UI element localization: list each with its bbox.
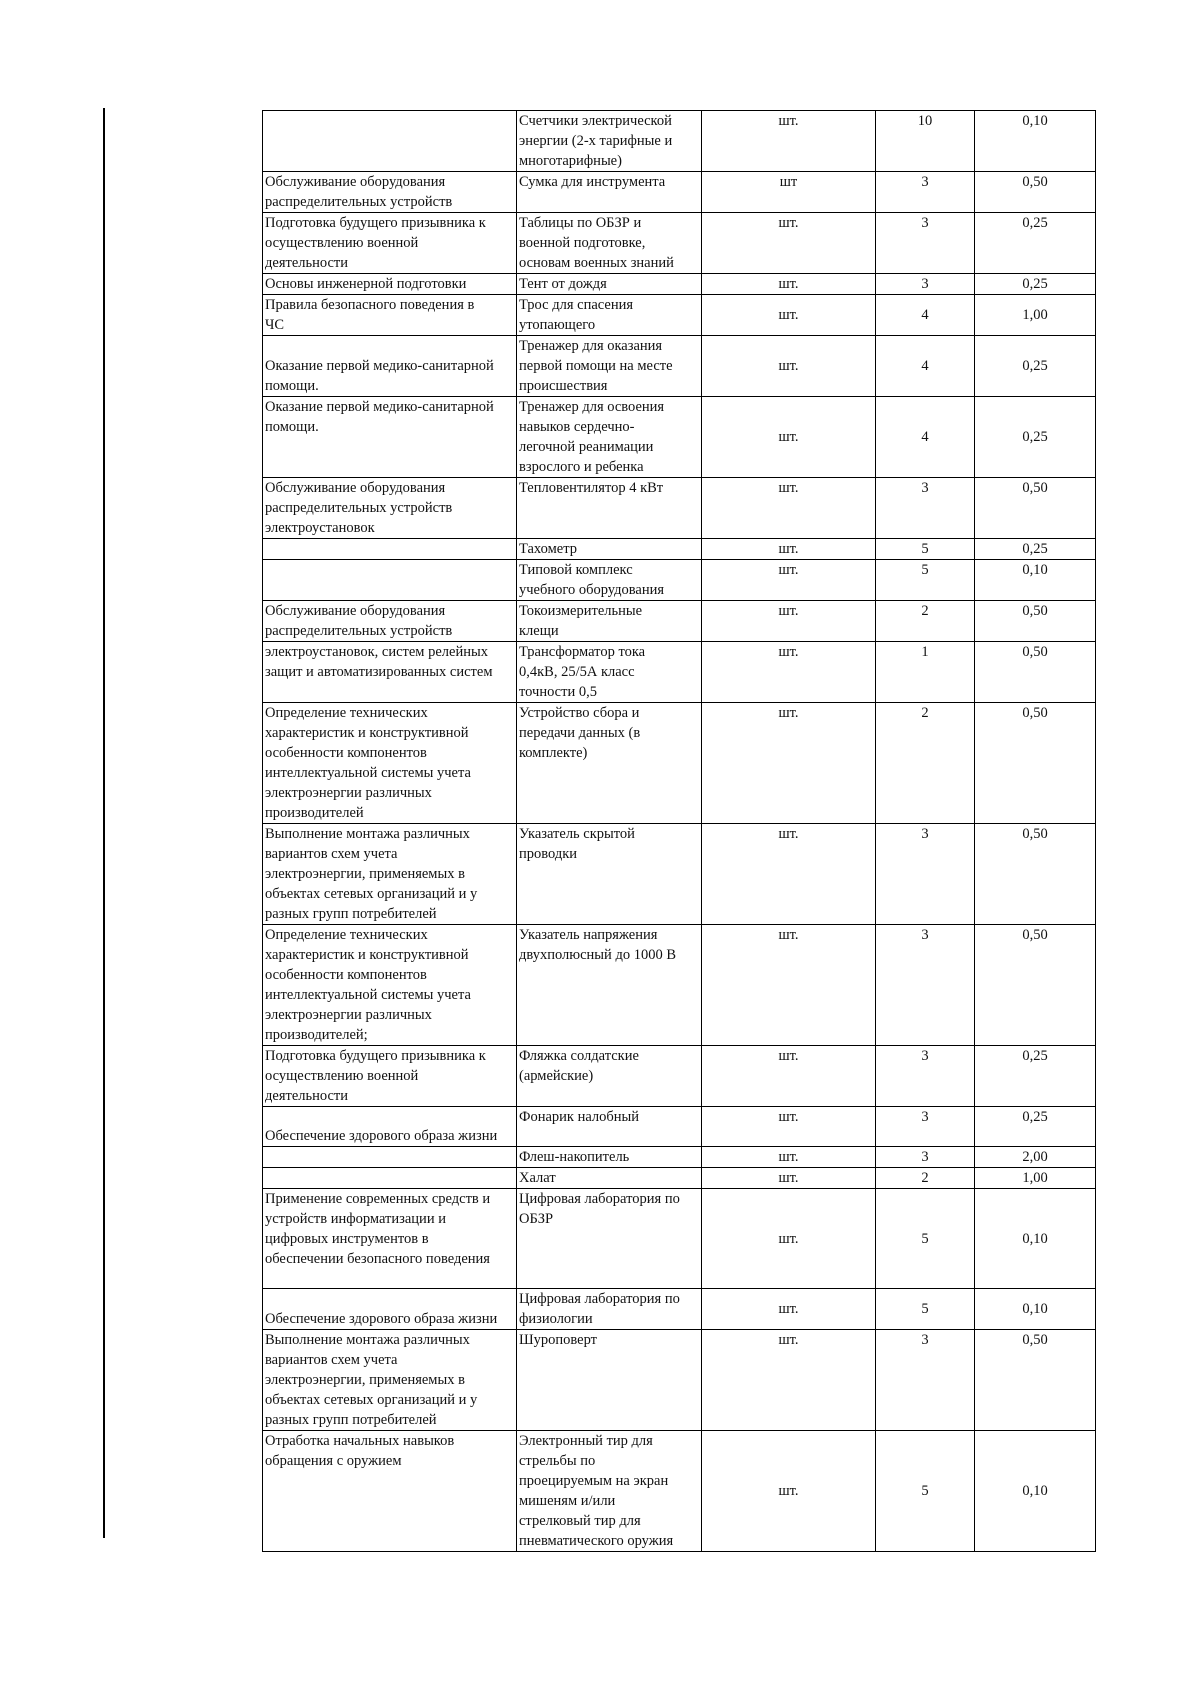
coef-cell: 0,10 (975, 1431, 1096, 1552)
qty-cell: 4 (876, 397, 975, 478)
unit-cell: шт. (702, 295, 876, 336)
item-cell: Тент от дождя (517, 274, 702, 295)
coef-cell: 0,25 (975, 539, 1096, 560)
qty-cell: 1 (876, 642, 975, 703)
qty-cell: 5 (876, 1431, 975, 1552)
unit-cell: шт. (702, 1289, 876, 1330)
area-cell (263, 111, 517, 172)
item-cell: Тренажер для оказания первой помощи на месте происшествия (517, 336, 702, 397)
table-row (263, 560, 1096, 601)
area-cell: Оказание первой медико-санитарной помощи. (263, 397, 517, 478)
area-cell: электроустановок, систем релейных защит и автоматизированных систем (263, 642, 517, 703)
table-row (263, 1147, 1096, 1168)
coef-cell: 0,10 (975, 111, 1096, 172)
item-cell: Указатель напряжения двухполюсный до 1000 В (517, 925, 702, 1046)
area-cell: Применение современных средств и устройств информатизации и цифровых инструментов в обеспечении безопасного поведения (263, 1189, 517, 1289)
area-cell (263, 1147, 517, 1168)
item-cell: Фляжка солдатские (армейские) (517, 1046, 702, 1107)
qty-cell: 4 (876, 336, 975, 397)
table-row (263, 1046, 1096, 1107)
area-cell: Обеспечение здорового образа жизни (263, 1289, 517, 1330)
area-cell: Обслуживание оборудования распределительных устройств электроустановок (263, 478, 517, 539)
table-row (263, 295, 1096, 336)
coef-cell: 0,50 (975, 703, 1096, 824)
table-row (263, 1289, 1096, 1330)
qty-cell: 5 (876, 1289, 975, 1330)
qty-cell: 2 (876, 1168, 975, 1189)
item-cell: Устройство сбора и передачи данных (в комплекте) (517, 703, 702, 824)
qty-cell: 5 (876, 1189, 975, 1289)
qty-cell: 3 (876, 478, 975, 539)
unit-cell: шт. (702, 274, 876, 295)
area-cell: Отработка начальных навыков обращения с оружием (263, 1431, 517, 1552)
left-margin-line (103, 108, 105, 1538)
table-row (263, 274, 1096, 295)
item-cell: Токоизмерительные клещи (517, 601, 702, 642)
item-cell: Указатель скрытой проводки (517, 824, 702, 925)
item-cell: Таблицы по ОБЗР и военной подготовке, основам военных знаний (517, 213, 702, 274)
unit-cell: шт. (702, 478, 876, 539)
item-cell: Электронный тир для стрельбы по проецируемым на экран мишеням и/или стрелковый тир для пневматического оружия (517, 1431, 702, 1552)
unit-cell: шт. (702, 560, 876, 601)
item-cell: Сумка для инструмента (517, 172, 702, 213)
table-row (263, 478, 1096, 539)
qty-cell: 3 (876, 274, 975, 295)
coef-cell: 0,25 (975, 274, 1096, 295)
table-row (263, 703, 1096, 824)
table-row (263, 1189, 1096, 1289)
coef-cell: 0,10 (975, 1189, 1096, 1289)
coef-cell: 0,25 (975, 213, 1096, 274)
qty-cell: 3 (876, 1330, 975, 1431)
qty-cell: 3 (876, 1147, 975, 1168)
qty-cell: 5 (876, 560, 975, 601)
unit-cell: шт. (702, 1431, 876, 1552)
coef-cell: 0,50 (975, 642, 1096, 703)
area-cell (263, 560, 517, 601)
unit-cell: шт. (702, 539, 876, 560)
coef-cell: 0,50 (975, 925, 1096, 1046)
qty-cell: 10 (876, 111, 975, 172)
unit-cell: шт. (702, 1168, 876, 1189)
unit-cell: шт. (702, 703, 876, 824)
item-cell: Счетчики электрической энергии (2-х тарифные и многотарифные) (517, 111, 702, 172)
table-row (263, 1107, 1096, 1147)
unit-cell: шт. (702, 925, 876, 1046)
area-cell: Основы инженерной подготовки (263, 274, 517, 295)
area-cell: Подготовка будущего призывника к осуществлению военной деятельности (263, 213, 517, 274)
table-row (263, 397, 1096, 478)
coef-cell: 0,50 (975, 824, 1096, 925)
coef-cell: 1,00 (975, 295, 1096, 336)
coef-cell: 0,25 (975, 1046, 1096, 1107)
coef-cell: 0,50 (975, 478, 1096, 539)
item-cell: Тахометр (517, 539, 702, 560)
unit-cell: шт. (702, 111, 876, 172)
qty-cell: 3 (876, 824, 975, 925)
area-cell: Обслуживание оборудования распределительных устройств (263, 172, 517, 213)
area-cell: Выполнение монтажа различных вариантов схем учета электроэнергии, применяемых в объектах сетевых организаций и у разных групп потребителей (263, 824, 517, 925)
coef-cell: 0,50 (975, 1330, 1096, 1431)
unit-cell: шт. (702, 336, 876, 397)
item-cell: Тренажер для освоения навыков сердечно- легочной реанимации взрослого и ребенка (517, 397, 702, 478)
item-cell: Типовой комплекс учебного оборудования (517, 560, 702, 601)
qty-cell: 3 (876, 925, 975, 1046)
coef-cell: 0,25 (975, 336, 1096, 397)
area-cell: Оказание первой медико-санитарной помощи. (263, 336, 517, 397)
coef-cell: 2,00 (975, 1147, 1096, 1168)
unit-cell: шт. (702, 1107, 876, 1147)
area-cell: Подготовка будущего призывника к осуществлению военной деятельности (263, 1046, 517, 1107)
coef-cell: 0,25 (975, 1107, 1096, 1147)
qty-cell: 2 (876, 601, 975, 642)
qty-cell: 3 (876, 1046, 975, 1107)
coef-cell: 1,00 (975, 1168, 1096, 1189)
item-cell: Цифровая лаборатория по ОБЗР (517, 1189, 702, 1289)
equipment-table (262, 110, 1096, 1552)
table-row (263, 172, 1096, 213)
qty-cell: 3 (876, 172, 975, 213)
table-row (263, 1330, 1096, 1431)
table-row (263, 824, 1096, 925)
table-row (263, 642, 1096, 703)
area-cell: Определение технических характеристик и конструктивной особенности компонентов интеллектуальной системы учета электроэнергии различных производителей (263, 703, 517, 824)
unit-cell: шт. (702, 397, 876, 478)
table-row (263, 601, 1096, 642)
coef-cell: 0,10 (975, 560, 1096, 601)
area-cell (263, 1168, 517, 1189)
table-row (263, 1168, 1096, 1189)
unit-cell: шт. (702, 213, 876, 274)
area-cell: Обеспечение здорового образа жизни (263, 1107, 517, 1147)
coef-cell: 0,50 (975, 172, 1096, 213)
table-row (263, 336, 1096, 397)
unit-cell: шт. (702, 1147, 876, 1168)
qty-cell: 3 (876, 213, 975, 274)
unit-cell: шт. (702, 601, 876, 642)
item-cell: Трос для спасения утопающего (517, 295, 702, 336)
area-cell (263, 539, 517, 560)
coef-cell: 0,25 (975, 397, 1096, 478)
item-cell: Трансформатор тока 0,4кВ, 25/5А класс точности 0,5 (517, 642, 702, 703)
item-cell: Флеш-накопитель (517, 1147, 702, 1168)
table-row (263, 111, 1096, 172)
table-row (263, 539, 1096, 560)
area-cell: Выполнение монтажа различных вариантов схем учета электроэнергии, применяемых в объектах сетевых организаций и у разных групп потребителей (263, 1330, 517, 1431)
area-cell: Правила безопасного поведения в ЧС (263, 295, 517, 336)
area-cell: Обслуживание оборудования распределительных устройств (263, 601, 517, 642)
coef-cell: 0,10 (975, 1289, 1096, 1330)
unit-cell: шт. (702, 1189, 876, 1289)
item-cell: Шуроповерт (517, 1330, 702, 1431)
table-row (263, 213, 1096, 274)
unit-cell: шт. (702, 642, 876, 703)
area-cell: Определение технических характеристик и конструктивной особенности компонентов интеллектуальной системы учета электроэнергии различных производителей; (263, 925, 517, 1046)
qty-cell: 4 (876, 295, 975, 336)
table-row (263, 1431, 1096, 1552)
qty-cell: 3 (876, 1107, 975, 1147)
coef-cell: 0,50 (975, 601, 1096, 642)
unit-cell: шт. (702, 1046, 876, 1107)
qty-cell: 5 (876, 539, 975, 560)
item-cell: Тепловентилятор 4 кВт (517, 478, 702, 539)
item-cell: Фонарик налобный (517, 1107, 702, 1147)
qty-cell: 2 (876, 703, 975, 824)
item-cell: Халат (517, 1168, 702, 1189)
unit-cell: шт. (702, 824, 876, 925)
item-cell: Цифровая лаборатория по физиологии (517, 1289, 702, 1330)
unit-cell: шт. (702, 1330, 876, 1431)
table-row (263, 925, 1096, 1046)
unit-cell: шт (702, 172, 876, 213)
